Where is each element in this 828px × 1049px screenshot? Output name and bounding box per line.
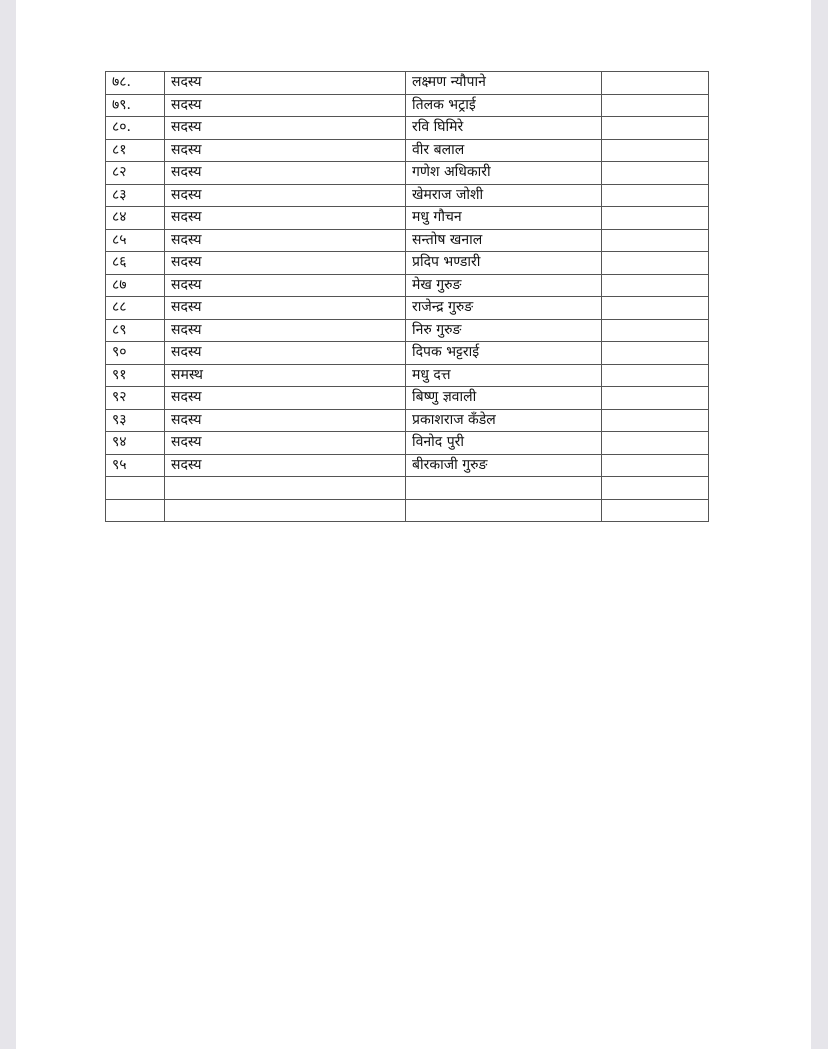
- member-name-cell: तिलक भट्राई: [406, 94, 602, 117]
- serial-number-cell: ८८: [106, 297, 165, 320]
- remarks-cell: [602, 162, 709, 185]
- member-name-cell: [406, 499, 602, 522]
- remarks-cell: [602, 252, 709, 275]
- table-row: [106, 117, 709, 140]
- role-cell: सदस्य: [165, 297, 406, 320]
- member-name-cell: सन्तोष खनाल: [406, 229, 602, 252]
- role-cell: सदस्य: [165, 207, 406, 230]
- serial-number-cell: [106, 499, 165, 522]
- role-cell: समस्थ: [165, 364, 406, 387]
- serial-number-cell: ७९.: [106, 94, 165, 117]
- serial-number-cell: ८३: [106, 184, 165, 207]
- table-row: [106, 319, 709, 342]
- remarks-cell: [602, 342, 709, 365]
- role-cell: सदस्य: [165, 72, 406, 95]
- table-row: [106, 72, 709, 95]
- role-cell: सदस्य: [165, 162, 406, 185]
- serial-number-cell: ९४: [106, 432, 165, 455]
- serial-number-cell: ८२: [106, 162, 165, 185]
- members-table-body: [106, 72, 709, 522]
- serial-number-cell: ९१: [106, 364, 165, 387]
- remarks-cell: [602, 364, 709, 387]
- table-row: [106, 274, 709, 297]
- member-name-cell: खेमराज जोशी: [406, 184, 602, 207]
- role-cell: [165, 499, 406, 522]
- table-row: [106, 342, 709, 365]
- serial-number-cell: [106, 477, 165, 500]
- member-name-cell: गणेश अधिकारी: [406, 162, 602, 185]
- serial-number-cell: ९५: [106, 454, 165, 477]
- table-row: [106, 387, 709, 410]
- serial-number-cell: ८९: [106, 319, 165, 342]
- member-name-cell: रवि घिमिरे: [406, 117, 602, 140]
- serial-number-cell: ९२: [106, 387, 165, 410]
- member-name-cell: दिपक भट्टराई: [406, 342, 602, 365]
- serial-number-cell: ८१: [106, 139, 165, 162]
- table-row: [106, 229, 709, 252]
- members-table: [105, 71, 709, 522]
- serial-number-cell: ९०: [106, 342, 165, 365]
- serial-number-cell: ९३: [106, 409, 165, 432]
- serial-number-cell: ७८.: [106, 72, 165, 95]
- role-cell: [165, 477, 406, 500]
- table-row: [106, 207, 709, 230]
- remarks-cell: [602, 117, 709, 140]
- document-page: [16, 0, 811, 1049]
- table-row: [106, 499, 709, 522]
- serial-number-cell: ८५: [106, 229, 165, 252]
- remarks-cell: [602, 229, 709, 252]
- serial-number-cell: ८६: [106, 252, 165, 275]
- table-row: [106, 252, 709, 275]
- member-name-cell: [406, 477, 602, 500]
- table-row: [106, 184, 709, 207]
- role-cell: सदस्य: [165, 409, 406, 432]
- role-cell: सदस्य: [165, 94, 406, 117]
- table-row: [106, 139, 709, 162]
- member-name-cell: लक्ष्मण न्यौपाने: [406, 72, 602, 95]
- remarks-cell: [602, 454, 709, 477]
- role-cell: सदस्य: [165, 319, 406, 342]
- role-cell: सदस्य: [165, 274, 406, 297]
- member-name-cell: मेख गुरुङ: [406, 274, 602, 297]
- member-name-cell: प्रकाशराज कँडेल: [406, 409, 602, 432]
- remarks-cell: [602, 499, 709, 522]
- table-row: [106, 364, 709, 387]
- member-name-cell: मधु दत्त: [406, 364, 602, 387]
- remarks-cell: [602, 432, 709, 455]
- role-cell: सदस्य: [165, 184, 406, 207]
- remarks-cell: [602, 297, 709, 320]
- member-name-cell: वीर बलाल: [406, 139, 602, 162]
- remarks-cell: [602, 477, 709, 500]
- role-cell: सदस्य: [165, 139, 406, 162]
- remarks-cell: [602, 387, 709, 410]
- role-cell: सदस्य: [165, 229, 406, 252]
- member-name-cell: मधु गौचन: [406, 207, 602, 230]
- role-cell: सदस्य: [165, 117, 406, 140]
- role-cell: सदस्य: [165, 252, 406, 275]
- table-row: [106, 454, 709, 477]
- member-name-cell: विनोद पुरी: [406, 432, 602, 455]
- serial-number-cell: ८४: [106, 207, 165, 230]
- remarks-cell: [602, 184, 709, 207]
- role-cell: सदस्य: [165, 342, 406, 365]
- serial-number-cell: ८७: [106, 274, 165, 297]
- role-cell: सदस्य: [165, 454, 406, 477]
- role-cell: सदस्य: [165, 387, 406, 410]
- table-row: [106, 162, 709, 185]
- remarks-cell: [602, 139, 709, 162]
- member-name-cell: प्रदिप भण्डारी: [406, 252, 602, 275]
- remarks-cell: [602, 94, 709, 117]
- serial-number-cell: ८०.: [106, 117, 165, 140]
- table-row: [106, 409, 709, 432]
- member-name-cell: बीरकाजी गुरुङ: [406, 454, 602, 477]
- table-row: [106, 297, 709, 320]
- member-name-cell: बिष्णु ज्ञवाली: [406, 387, 602, 410]
- table-row: [106, 94, 709, 117]
- table-row: [106, 432, 709, 455]
- remarks-cell: [602, 409, 709, 432]
- remarks-cell: [602, 207, 709, 230]
- table-row: [106, 477, 709, 500]
- remarks-cell: [602, 319, 709, 342]
- member-name-cell: निरु गुरुङ: [406, 319, 602, 342]
- remarks-cell: [602, 274, 709, 297]
- member-name-cell: राजेन्द्र गुरुङ: [406, 297, 602, 320]
- remarks-cell: [602, 72, 709, 95]
- role-cell: सदस्य: [165, 432, 406, 455]
